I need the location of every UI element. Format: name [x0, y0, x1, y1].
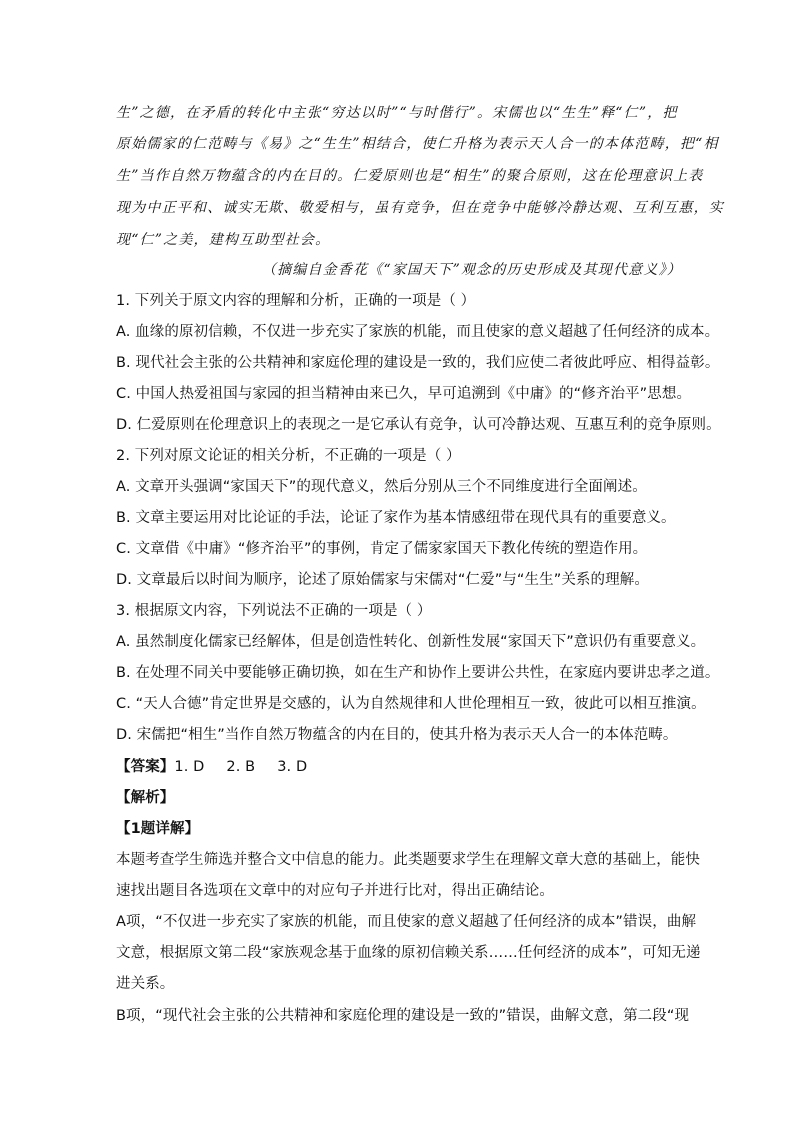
analysis-label: 【解析】: [116, 790, 175, 806]
question-1-option-c: C. 中国人热爱祖国与家园的担当精神由来已久，早可追溯到《中庸》的“修齐治平”思想。: [116, 386, 692, 402]
question-3-option-b: B. 在处理不同关中要能够正确切换，如在生产和协作上要讲公共性，在家庭内要讲忠孝之道。: [116, 665, 720, 681]
question-2-stem: 2. 下列对原文论证的相关分析，不正确的一项是（ ）: [116, 448, 461, 464]
answer-label: 【答案】: [116, 759, 175, 775]
analysis-line: 文意，根据原文第二段“家族观念基于血缘的原初信赖关系……任何经济的成本”，可知无递: [116, 945, 701, 961]
passage-line: 原始儒家的仁范畴与《易》之“生生”相结合，使仁升格为表示天人合一的本体范畴，把“相: [116, 136, 719, 152]
passage-source: （摘编自金香花《“家国天下”观念的历史形成及其现代意义》）: [261, 262, 682, 278]
passage-line: 生”当作自然万物蕴含的内在目的。仁爱原则也是“相生”的聚合原则，这在伦理意识上表: [116, 168, 704, 184]
question-3-option-a: A. 虽然制度化儒家已经解体，但是创造性转化、创新性发展“家国天下”意识仍有重要意义。: [116, 634, 706, 650]
question-1-detail-label: 【1题详解】: [116, 821, 200, 837]
passage-line: 现为中正平和、诚实无欺、敬爱相与，虽有竞争，但在竞争中能够冷静达观、互利互惠，实: [116, 200, 724, 216]
question-3-option-d: D. 宋儒把“相生”当作自然万物蕴含的内在目的，使其升格为表示天人合一的本体范畴。: [116, 727, 678, 743]
answer-item: 2. B: [226, 759, 256, 775]
analysis-line: A项，“不仅进一步充实了家族的机能，而且使家的意义超越了任何经济的成本”错误，曲解: [116, 914, 697, 930]
answer-line: [116, 757, 682, 777]
question-2-option-b: B. 文章主要运用对比论证的手法，论证了家作为基本情感纽带在现代具有的重要意义。: [116, 510, 676, 526]
question-1-stem: 1. 下列关于原文内容的理解和分析，正确的一项是（ ）: [116, 293, 476, 309]
question-1-option-b: B. 现代社会主张的公共精神和家庭伦理的建设是一致的，我们应使二者彼此呼应、相得益彰。: [116, 355, 720, 371]
analysis-line: B项，“现代社会主张的公共精神和家庭伦理的建设是一致的”错误，曲解文意，第二段“现: [116, 1008, 690, 1024]
answer-item: 1. D: [174, 759, 205, 775]
answer-item: 3. D: [277, 759, 308, 775]
question-3-option-c: C. “天人合德”肯定世界是交感的，认为自然规律和人世伦理相互一致，彼此可以相互推演。: [116, 696, 706, 712]
question-1-option-d: D. 仁爱原则在伦理意识上的表现之一是它承认有竞争，认可冷静达观、互惠互利的竞争原则。: [116, 417, 721, 433]
question-2-option-d: D. 文章最后以时间为顺序，论述了原始儒家与宋儒对“仁爱”与“生生”关系的理解。: [116, 572, 649, 588]
question-1-option-a: A. 血缘的原初信赖，不仅进一步充实了家族的机能，而且使家的意义超越了任何经济的成本。: [116, 324, 720, 340]
question-2-option-c: C. 文章借《中庸》“修齐治平”的事例，肯定了儒家家国天下教化传统的塑造作用。: [116, 541, 648, 557]
analysis-line: 本题考查学生筛选并整合文中信息的能力。此类题要求学生在理解文章大意的基础上，能快: [116, 852, 700, 868]
analysis-line: 速找出题目各选项在文章中的对应句子并进行比对，得出正确结论。: [116, 883, 554, 899]
question-2-option-a: A. 文章开头强调“家国天下”的现代意义，然后分别从三个不同维度进行全面阐述。: [116, 479, 647, 495]
passage-line: 生”之德，在矛盾的转化中主张“穷达以时”“与时偕行”。宋儒也以“生生”释“仁”，把: [116, 105, 678, 121]
question-3-stem: 3. 根据原文内容，下列说法不正确的一项是（ ）: [116, 603, 432, 619]
passage-line: 现“仁”之美，建构互助型社会。: [116, 232, 331, 248]
analysis-line: 进关系。: [116, 976, 175, 992]
